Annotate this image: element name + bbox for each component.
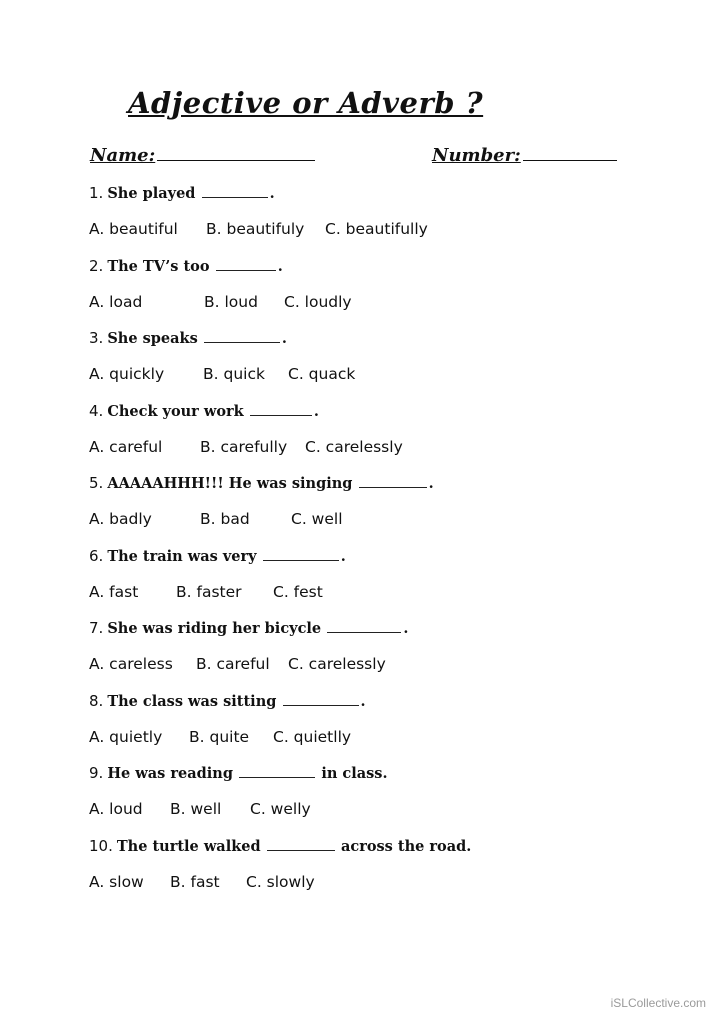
answer-option[interactable]: C. welly <box>250 800 311 818</box>
answer-option[interactable]: C. slowly <box>246 872 315 891</box>
question-prompt <box>89 181 689 217</box>
question-text-after: . <box>428 475 434 492</box>
answer-options <box>89 580 689 616</box>
question-prompt <box>89 761 689 797</box>
question-prompt <box>89 471 689 507</box>
answer-blank[interactable] <box>216 256 276 271</box>
answer-options <box>89 870 689 906</box>
question-text: The turtle walked <box>116 837 261 855</box>
question-item <box>89 471 689 544</box>
answer-blank[interactable] <box>250 401 312 416</box>
question-prompt <box>89 689 689 725</box>
answer-blank[interactable] <box>283 691 359 706</box>
name-label: Name: <box>90 145 156 166</box>
question-number: 5. <box>89 474 104 492</box>
answer-option[interactable]: B. fast <box>170 872 220 891</box>
answer-option[interactable]: B. beautifuly <box>206 220 305 238</box>
question-number: 4. <box>89 401 104 420</box>
question-number: 3. <box>89 329 104 347</box>
number-line[interactable] <box>523 144 617 161</box>
answer-option[interactable]: C. quack <box>288 365 356 383</box>
answer-option[interactable]: A. careful <box>89 437 163 456</box>
question-text: The class was sitting <box>107 692 277 710</box>
question-text: He was reading <box>107 765 233 782</box>
question-prompt <box>89 834 689 870</box>
question-text-after: across the road. <box>340 837 472 855</box>
question-item <box>89 761 689 834</box>
question-text-after: . <box>277 257 283 275</box>
answer-blank[interactable] <box>263 546 339 561</box>
question-text: She played <box>107 185 196 202</box>
answer-option[interactable]: A. careless <box>89 655 173 673</box>
question-text-after: in class. <box>321 765 388 782</box>
answer-options <box>89 435 689 471</box>
question-item <box>89 544 689 617</box>
answer-option[interactable]: A. loud <box>89 800 143 818</box>
answer-option[interactable]: A. quietly <box>89 727 163 746</box>
answer-options <box>89 725 689 761</box>
number-field[interactable] <box>432 144 617 166</box>
answer-option[interactable]: C. carelessly <box>288 655 386 673</box>
answer-option[interactable]: A. quickly <box>89 365 165 383</box>
question-item <box>89 399 689 472</box>
question-prompt <box>89 326 689 362</box>
question-text-after: . <box>360 692 366 710</box>
question-text: Check your work <box>107 402 244 420</box>
answer-blank[interactable] <box>267 836 335 851</box>
question-item <box>89 254 689 327</box>
question-number: 7. <box>89 619 104 637</box>
answer-option[interactable]: C. quietlly <box>273 727 352 746</box>
answer-option[interactable]: B. careful <box>196 655 270 673</box>
question-prompt <box>89 254 689 290</box>
answer-option[interactable]: A. fast <box>89 582 139 601</box>
answer-blank[interactable] <box>239 763 315 778</box>
question-number: 6. <box>89 546 104 565</box>
answer-blank[interactable] <box>202 183 268 198</box>
answer-options <box>89 362 689 398</box>
question-number: 1. <box>89 184 104 202</box>
question-text-after: . <box>340 547 346 565</box>
answer-option[interactable]: B. faster <box>176 582 242 601</box>
answer-option[interactable]: C. loudly <box>284 292 352 311</box>
question-number: 10. <box>89 836 113 855</box>
answer-option[interactable]: A. badly <box>89 510 152 528</box>
answer-option[interactable]: B. well <box>170 800 222 818</box>
answer-options <box>89 217 689 253</box>
question-item <box>89 834 689 907</box>
answer-options <box>89 797 689 833</box>
question-number: 8. <box>89 691 104 710</box>
watermark: iSLCollective.com <box>610 996 706 1010</box>
question-text: The TV’s too <box>107 257 210 275</box>
answer-blank[interactable] <box>359 473 427 488</box>
question-number: 2. <box>89 256 104 275</box>
answer-option[interactable]: C. well <box>291 510 343 528</box>
question-text: AAAAAHHH!!! He was singing <box>107 475 353 492</box>
answer-option[interactable]: A. slow <box>89 872 144 891</box>
answer-option[interactable]: B. quick <box>203 365 265 383</box>
question-list <box>89 181 689 906</box>
question-text: She speaks <box>107 330 198 347</box>
answer-option[interactable]: B. carefully <box>200 437 288 456</box>
question-prompt <box>89 399 689 435</box>
number-label: Number: <box>432 145 521 166</box>
question-text-after: . <box>403 620 409 637</box>
answer-option[interactable]: B. quite <box>189 727 250 746</box>
question-item <box>89 326 689 399</box>
name-line[interactable] <box>157 144 315 161</box>
answer-option[interactable]: C. beautifully <box>325 220 428 238</box>
answer-options <box>89 290 689 326</box>
question-prompt <box>89 544 689 580</box>
answer-blank[interactable] <box>204 328 280 343</box>
question-text-after: . <box>269 185 275 202</box>
question-number: 9. <box>89 764 104 782</box>
answer-option[interactable]: C. fest <box>273 582 323 601</box>
answer-option[interactable]: A. load <box>89 292 143 311</box>
answer-option[interactable]: A. beautiful <box>89 220 178 238</box>
worksheet-title: Adjective or Adverb ? <box>128 86 484 120</box>
question-item <box>89 689 689 762</box>
answer-option[interactable]: B. bad <box>200 510 250 528</box>
question-text: She was riding her bicycle <box>107 620 322 637</box>
name-field[interactable] <box>90 144 315 166</box>
question-text: The train was very <box>107 547 257 565</box>
answer-options <box>89 652 689 688</box>
answer-options <box>89 507 689 543</box>
question-prompt <box>89 616 689 652</box>
question-text-after: . <box>313 402 319 420</box>
question-item <box>89 616 689 689</box>
answer-option[interactable]: C. carelessly <box>305 437 403 456</box>
answer-option[interactable]: B. loud <box>204 292 258 311</box>
question-text-after: . <box>281 330 287 347</box>
question-item <box>89 181 689 254</box>
answer-blank[interactable] <box>327 618 401 633</box>
